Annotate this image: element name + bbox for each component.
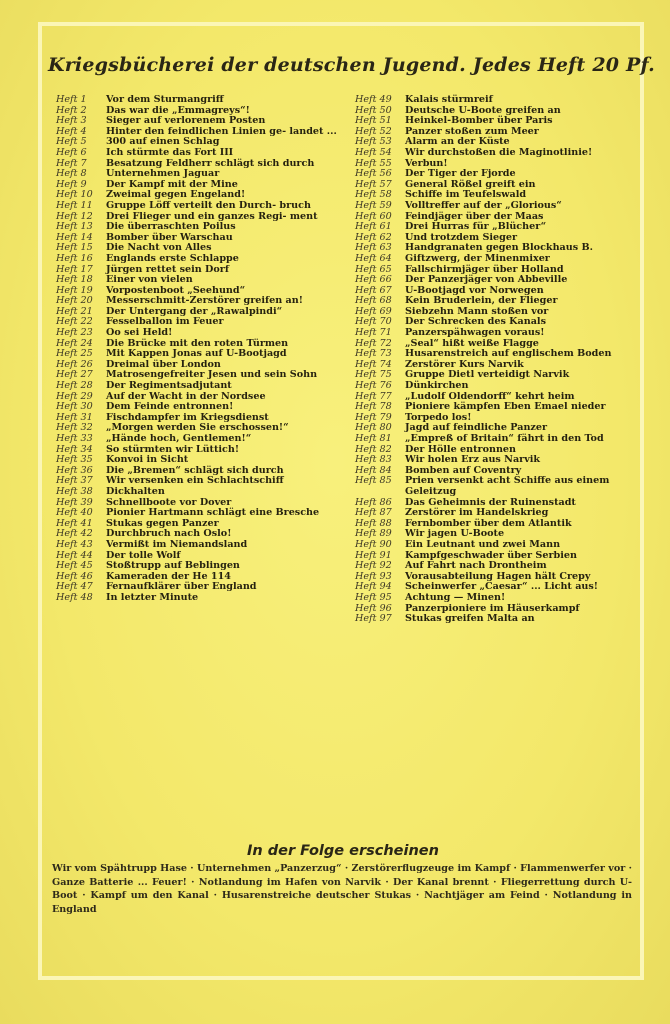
issue-number: Heft 31 (56, 411, 93, 423)
issue-title: Hinter den feindlichen Linien ge- landet ... (106, 125, 337, 137)
issue-number: Heft 5 (56, 136, 87, 148)
issue-title: Wir jagen U-Boote (405, 528, 505, 540)
issue-title: Der Untergang der „Rawalpindi“ (106, 305, 283, 317)
issue-number: Heft 85 (355, 475, 392, 487)
issue-title: Ein Leutnant und zwei Mann (405, 538, 561, 550)
issue-number: Heft 95 (355, 591, 392, 603)
issue-number: Heft 42 (56, 528, 93, 540)
list-item (56, 434, 346, 445)
issue-title: 300 auf einen Schlag (106, 136, 220, 148)
issue-number: Heft 53 (355, 136, 392, 148)
list-item (355, 370, 645, 381)
issue-number: Heft 17 (56, 263, 93, 275)
issue-title: „Hände hoch, Gentlemen!“ (106, 433, 252, 444)
issue-title: Durchbruch nach Oslo! (106, 528, 232, 540)
issue-title: Wir durchstoßen die Maginotlinie! (405, 146, 593, 158)
issue-number: Heft 59 (355, 199, 392, 211)
issue-number: Heft 45 (56, 560, 93, 572)
issue-number: Heft 68 (355, 295, 392, 307)
issue-title: Kalais stürmreif (405, 94, 493, 105)
issue-title: Der Regimentsadjutant (106, 380, 232, 392)
issue-number: Heft 92 (355, 560, 392, 572)
issue-number: Heft 23 (56, 327, 93, 339)
issue-title: Bomben auf Coventry (405, 464, 522, 476)
list-item (56, 445, 346, 456)
issue-title: Der Kampf mit der Mine (106, 178, 238, 190)
issue-number: Heft 67 (355, 284, 392, 296)
issue-number: Heft 38 (56, 485, 93, 497)
issue-number: Heft 75 (355, 369, 392, 381)
issue-number: Heft 8 (56, 168, 87, 180)
issue-title: Englands erste Schlappe (106, 252, 239, 264)
issue-title: Handgranaten gegen Blockhaus B. (405, 242, 593, 254)
list-item (355, 254, 645, 265)
issue-number: Heft 34 (56, 443, 93, 455)
list-item (355, 593, 645, 604)
issue-title: Fesselballon im Feuer (106, 316, 224, 328)
issue-title: Auf Fahrt nach Drontheim (405, 560, 547, 572)
issue-number: Heft 58 (355, 189, 392, 201)
issue-title: In letzter Minute (106, 591, 199, 603)
issue-title: „Seal“ hißt weiße Flagge (405, 337, 539, 349)
issue-number: Heft 91 (355, 549, 392, 561)
issue-number: Heft 3 (56, 115, 87, 127)
issue-number: Heft 9 (56, 178, 87, 190)
issue-title: Matrosengefreiter Jesen und sein Sohn (106, 369, 318, 381)
issue-title: Fischdampfer im Kriegsdienst (106, 411, 269, 423)
issue-number: Heft 72 (355, 337, 392, 349)
issue-title: Die Nacht von Alles (106, 242, 212, 254)
issue-number: Heft 66 (355, 274, 392, 286)
issue-number: Heft 80 (355, 422, 392, 434)
issue-title: Zerstörer Kurs Narvik (405, 358, 524, 370)
list-item (355, 476, 645, 497)
issue-number: Heft 18 (56, 274, 93, 286)
issue-title: Volltreffer auf der „Glorious“ (405, 199, 562, 211)
issue-title: Schnellboote vor Dover (106, 496, 232, 508)
issue-title: Fallschirmjäger über Holland (405, 263, 564, 275)
issue-number: Heft 44 (56, 549, 93, 561)
issue-number: Heft 94 (355, 581, 392, 593)
issue-number: Heft 62 (355, 231, 392, 243)
issue-title: Drei Hurras für „Blücher“ (405, 221, 547, 233)
issue-number: Heft 24 (56, 337, 93, 349)
upcoming-list: Wir vom Spähtrupp Hase · Unternehmen „Panzerzug“ · Zerstörerflugzeuge im Kampf · Flammenwerfer vor · Ganze Batterie ... Feuer! · Notlandung im Hafen von Narvik · Der Kanal brennt · Fliegerrettung durch U-Boot · Kampf um den Kanal · Husarenstreiche deutscher Stukas · Nachtjäger am Feind · Notlandung in England (52, 863, 632, 915)
issue-title: Besatzung Feldherr schlägt sich durch (106, 157, 315, 169)
right-column-list (355, 95, 645, 625)
issue-number: Heft 87 (355, 507, 392, 519)
issue-title: Messerschmitt-Zerstörer greifen an! (106, 295, 303, 307)
issue-number: Heft 22 (56, 316, 93, 328)
issue-title: Achtung — Minen! (405, 591, 506, 603)
issue-title: Sieger auf verlorenem Posten (106, 115, 266, 127)
issue-title: Stukas gegen Panzer (106, 517, 219, 529)
list-item (56, 582, 346, 593)
issue-title: Panzerpioniere im Häuserkampf (405, 602, 580, 614)
issue-title: Alarm an der Küste (405, 136, 510, 148)
issue-title: Der Hölle entronnen (405, 443, 517, 455)
issue-number: Heft 93 (355, 570, 392, 582)
issue-title: Kein Bruderlein, der Flieger (405, 295, 558, 307)
issue-title: Husarenstreich auf englischem Boden (405, 348, 612, 360)
issue-title: „Empreß of Britain“ fährt in den Tod (405, 433, 604, 444)
list-item (56, 254, 346, 265)
issue-number: Heft 25 (56, 348, 93, 360)
issue-number: Heft 13 (56, 221, 93, 233)
issue-number: Heft 96 (355, 602, 392, 614)
issue-title: Jürgen rettet sein Dorf (106, 263, 229, 275)
issue-title: Verbun! (405, 157, 448, 169)
list-item (56, 317, 346, 328)
issue-number: Heft 48 (56, 591, 93, 603)
issue-title: Panzer stoßen zum Meer (405, 125, 539, 137)
issue-number: Heft 84 (355, 464, 392, 476)
issue-title: Konvoi in Sicht (106, 454, 189, 466)
issue-title: Fernbomber über dem Atlantik (405, 517, 572, 529)
issue-number: Heft 54 (355, 146, 392, 158)
issue-title: Feindjäger über der Maas (405, 210, 544, 222)
list-item (355, 614, 645, 625)
issue-number: Heft 82 (355, 443, 392, 455)
issue-title: Dreimal über London (106, 358, 221, 370)
issue-title: Zweimal gegen Engeland! (106, 189, 246, 201)
issue-number: Heft 83 (355, 454, 392, 466)
issue-title: Der Schrecken des Kanals (405, 316, 546, 328)
issue-number: Heft 57 (355, 178, 392, 190)
issue-number: Heft 36 (56, 464, 93, 476)
issue-title: Drei Flieger und ein ganzes Regi- ment (106, 210, 318, 222)
issue-title: Bomber über Warschau (106, 231, 233, 243)
issue-number: Heft 29 (56, 390, 93, 402)
issue-number: Heft 27 (56, 369, 93, 381)
issue-number: Heft 12 (56, 210, 93, 222)
issue-title: So stürmten wir Lüttich! (106, 443, 240, 455)
list-item (56, 593, 346, 604)
issue-number: Heft 65 (355, 263, 392, 275)
issue-title: Schiffe im Teufelswald (405, 189, 527, 201)
list-item (355, 95, 645, 106)
issue-number: Heft 81 (355, 433, 392, 444)
issue-number: Heft 39 (56, 496, 93, 508)
issue-title: Gruppe Löff verteilt den Durch- bruch (106, 199, 311, 211)
issue-title: Dickhalten (106, 485, 165, 497)
issue-number: Heft 76 (355, 380, 392, 392)
list-item (56, 476, 346, 487)
issue-title: Die „Bremen“ schlägt sich durch (106, 464, 284, 476)
list-item (56, 95, 346, 106)
issue-title: Vermißt im Niemandsland (106, 538, 248, 550)
issue-number: Heft 47 (56, 581, 93, 593)
issue-title: Unternehmen Jaguar (106, 168, 220, 180)
list-item (56, 487, 346, 498)
issue-number: Heft 4 (56, 125, 87, 137)
issue-number: Heft 15 (56, 242, 93, 254)
issue-number: Heft 19 (56, 284, 93, 296)
issue-number: Heft 1 (56, 94, 87, 105)
list-item (355, 402, 645, 413)
issue-title: Die überraschten Poilus (106, 221, 236, 233)
issue-title: Stoßtrupp auf Beblingen (106, 560, 240, 572)
issue-number: Heft 77 (355, 390, 392, 402)
issue-title: Pioniere kämpfen Eben Emael nieder (405, 401, 606, 413)
issue-title: Scheinwerfer „Caesar“ ... Licht aus! (405, 581, 599, 593)
issue-title: Heinkel-Bomber über Paris (405, 115, 553, 127)
issue-title: Die Brücke mit den roten Türmen (106, 337, 289, 349)
issue-number: Heft 41 (56, 517, 93, 529)
list-item (355, 201, 645, 212)
issue-title: Vorausabteilung Hagen hält Crepy (405, 570, 591, 582)
issue-title: Torpedo los! (405, 411, 472, 423)
list-item (355, 540, 645, 551)
issue-number: Heft 61 (355, 221, 392, 233)
issue-title: Oo sei Held! (106, 327, 173, 339)
issue-number: Heft 16 (56, 252, 93, 264)
left-column-list (56, 95, 346, 604)
issue-title: General Rößel greift ein (405, 178, 536, 190)
issue-number: Heft 32 (56, 422, 93, 434)
list-item (56, 540, 346, 551)
issue-number: Heft 35 (56, 454, 93, 466)
issue-title: Das Geheimnis der Ruinenstadt (405, 496, 576, 508)
issue-title: Mit Kappen Jonas auf U-Bootjagd (106, 348, 287, 360)
issue-number: Heft 56 (355, 168, 392, 180)
list-item (355, 148, 645, 159)
issue-title: Dem Feinde entronnen! (106, 401, 234, 413)
issue-title: Deutsche U-Boote greifen an (405, 104, 561, 116)
issue-number: Heft 30 (56, 401, 93, 413)
issue-number: Heft 63 (355, 242, 392, 254)
issue-number: Heft 69 (355, 305, 392, 317)
issue-number: Heft 20 (56, 295, 93, 307)
issue-title: Pionier Hartmann schlägt eine Bresche (106, 507, 320, 519)
issue-title: „Morgen werden Sie erschossen!“ (106, 422, 289, 434)
list-item (56, 201, 346, 212)
issue-number: Heft 28 (56, 380, 93, 392)
issue-title: Giftzwerg, der Minenmixer (405, 252, 550, 264)
issue-title: Panzerspähwagen voraus! (405, 327, 545, 339)
issue-number: Heft 60 (355, 210, 392, 222)
issue-title: Jagd auf feindliche Panzer (405, 422, 548, 434)
issue-number: Heft 33 (56, 433, 93, 444)
issue-number: Heft 78 (355, 401, 392, 413)
issue-number: Heft 97 (355, 613, 392, 625)
issue-title: U-Bootjagd vor Norwegen (405, 284, 544, 296)
issue-number: Heft 43 (56, 538, 93, 550)
page-title: Kriegsbücherei der deutschen Jugend. Jedes Heft 20 Pf. (48, 54, 655, 76)
issue-number: Heft 40 (56, 507, 93, 519)
issue-number: Heft 89 (355, 528, 392, 540)
issue-title: Siebzehn Mann stoßen vor (405, 305, 549, 317)
issue-title: Stukas greifen Malta an (405, 613, 535, 625)
issue-title: Der tolle Wolf (106, 549, 181, 561)
issue-number: Heft 51 (355, 115, 392, 127)
list-item (56, 148, 346, 159)
issue-title: Einer von vielen (106, 274, 193, 286)
issue-number: Heft 90 (355, 538, 392, 550)
issue-title: Der Tiger der Fjorde (405, 168, 516, 180)
issue-number: Heft 6 (56, 146, 87, 158)
issue-number: Heft 2 (56, 104, 87, 116)
issue-number: Heft 73 (355, 348, 392, 360)
issue-title: Und trotzdem Sieger (405, 231, 518, 243)
issue-number: Heft 64 (355, 252, 392, 264)
issue-number: Heft 55 (355, 157, 392, 169)
upcoming-title: In der Folge erscheinen (247, 843, 439, 859)
issue-title: Ich stürmte das Fort III (106, 146, 234, 158)
issue-title: Gruppe Dietl verteidigt Narvik (405, 369, 570, 381)
issue-title: Wir holen Erz aus Narvik (405, 454, 541, 466)
issue-number: Heft 10 (56, 189, 93, 201)
issue-title: Dünkirchen (405, 380, 469, 392)
issue-number: Heft 70 (355, 316, 392, 328)
issue-title: Der Panzerjäger von Abbeville (405, 274, 568, 286)
issue-title: Prien versenkt acht Schiffe aus einem Geleitzug (405, 475, 610, 497)
issue-number: Heft 49 (355, 94, 392, 105)
issue-title: Kampfgeschwader über Serbien (405, 549, 577, 561)
issue-number: Heft 14 (56, 231, 93, 243)
issue-number: Heft 86 (355, 496, 392, 508)
issue-title: „Ludolf Oldendorff“ kehrt heim (405, 390, 575, 402)
issue-number: Heft 11 (56, 199, 93, 211)
issue-number: Heft 26 (56, 358, 93, 370)
issue-title: Wir versenken ein Schlachtschiff (106, 475, 284, 487)
list-item (56, 265, 346, 276)
issue-number: Heft 71 (355, 327, 392, 339)
issue-title: Auf der Wacht in der Nordsee (106, 390, 266, 402)
issue-number: Heft 50 (355, 104, 392, 116)
issue-title: Zerstörer im Handelskrieg (405, 507, 549, 519)
issue-title: Vor dem Sturmangriff (106, 94, 224, 105)
issue-number: Heft 74 (355, 358, 392, 370)
list-item (355, 434, 645, 445)
issue-number: Heft 88 (355, 517, 392, 529)
issue-number: Heft 46 (56, 570, 93, 582)
issue-number: Heft 7 (56, 157, 87, 169)
issue-number: Heft 37 (56, 475, 93, 487)
issue-title: Vorpostenboot „Seehund“ (106, 284, 246, 296)
issue-number: Heft 21 (56, 305, 93, 317)
issue-number: Heft 52 (355, 125, 392, 137)
issue-number: Heft 79 (355, 411, 392, 423)
issue-title: Das war die „Emmagreys“! (106, 104, 250, 116)
issue-title: Kameraden der He 114 (106, 570, 231, 582)
issue-title: Fernaufklärer über England (106, 581, 257, 593)
